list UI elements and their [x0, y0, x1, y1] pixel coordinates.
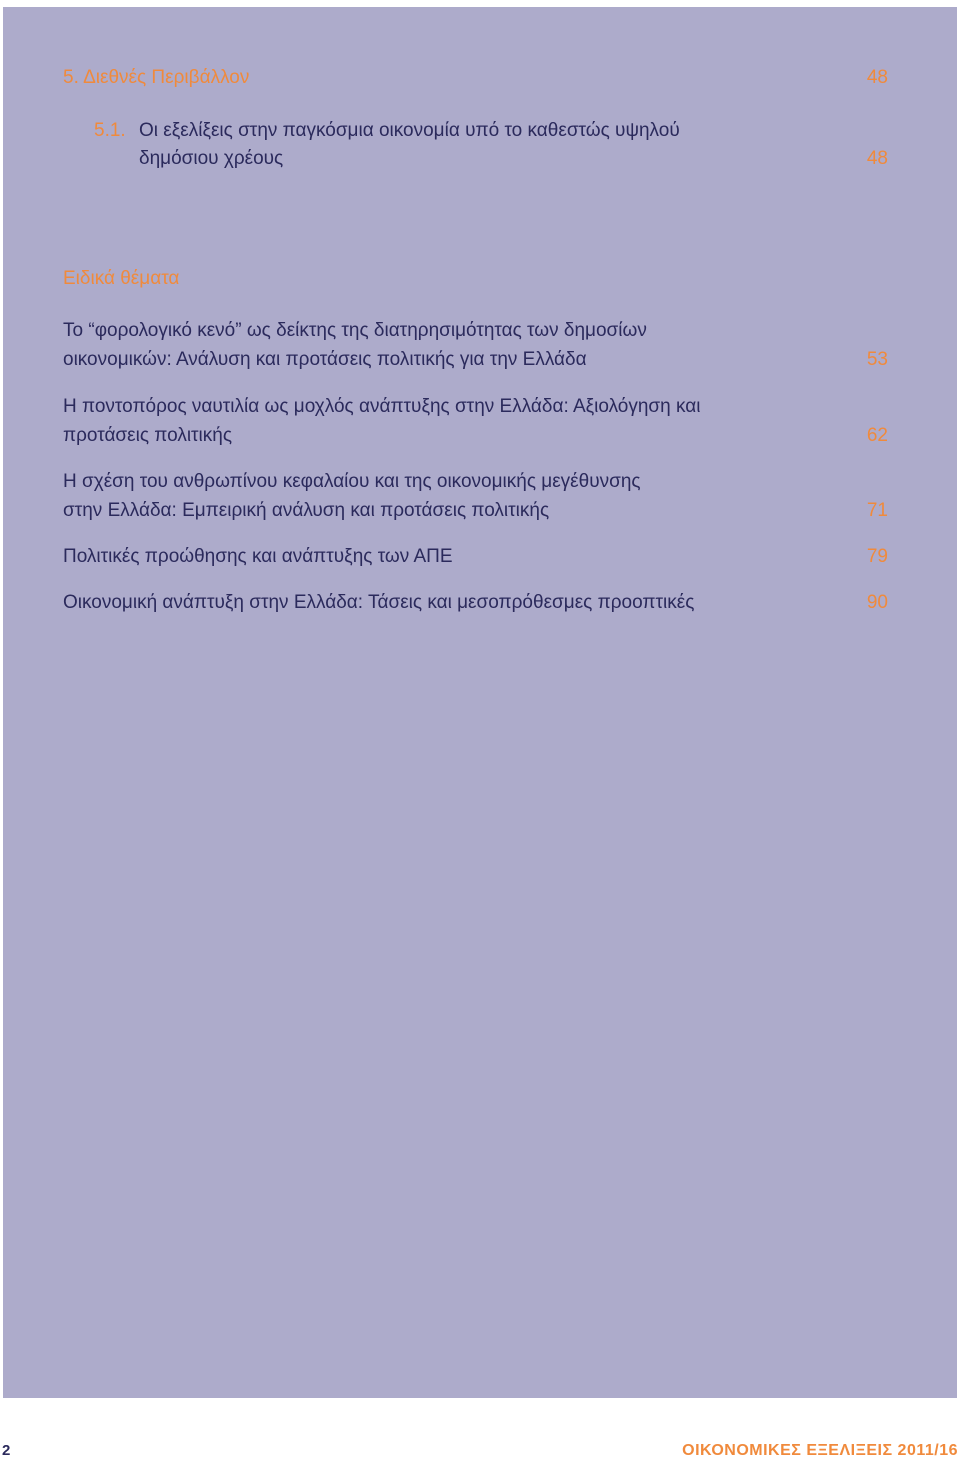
- section-title[interactable]: 5. Διεθνές Περιβάλλον: [63, 67, 250, 88]
- toc-item-line1[interactable]: Οικονομική ανάπτυξη στην Ελλάδα: Τάσεις και μεσοπρόθεσμες προοπτικές: [63, 592, 695, 613]
- toc-panel: [3, 7, 957, 1398]
- special-topics-heading: Ειδικά θέματα: [63, 268, 180, 289]
- subsection-title-line1[interactable]: Οι εξελίξεις στην παγκόσμια οικονομία υπό το καθεστώς υψηλού: [139, 120, 680, 141]
- footer-page-number: 2: [2, 1442, 11, 1459]
- toc-item-page-number: 90: [866, 592, 888, 613]
- section-page-number: 48: [866, 67, 888, 88]
- footer-publication-title: ΟΙΚΟΝΟΜΙΚΕΣ ΕΞΕΛΙΞΕΙΣ 2011/16: [682, 1442, 958, 1459]
- toc-item-line2[interactable]: προτάσεις πολιτικής: [63, 425, 233, 446]
- toc-item-page-number: 53: [866, 349, 888, 370]
- subsection-number: 5.1.: [94, 120, 126, 141]
- toc-item-line2[interactable]: στην Ελλάδα: Εμπειρική ανάλυση και προτάσεις πολιτικής: [63, 500, 550, 521]
- toc-item-page-number: 71: [866, 500, 888, 521]
- toc-item-line1[interactable]: Πολιτικές προώθησης και ανάπτυξης των ΑΠΕ: [63, 546, 453, 567]
- toc-item-line1[interactable]: Η ποντοπόρος ναυτιλία ως μοχλός ανάπτυξης στην Ελλάδα: Αξιολόγηση και: [63, 396, 701, 417]
- toc-item-page-number: 62: [866, 425, 888, 446]
- subsection-title-line2[interactable]: δημόσιου χρέους: [139, 148, 284, 169]
- toc-item-line1[interactable]: Η σχέση του ανθρωπίνου κεφαλαίου και της οικονομικής μεγέθυνσης: [63, 471, 641, 492]
- toc-item-line2[interactable]: οικονομικών: Ανάλυση και προτάσεις πολιτικής για την Ελλάδα: [63, 349, 587, 370]
- subsection-page-number: 48: [866, 148, 888, 169]
- toc-item-line1[interactable]: Το “φορολογικό κενό” ως δείκτης της διατηρησιμότητας των δημοσίων: [63, 320, 647, 341]
- toc-item-page-number: 79: [866, 546, 888, 567]
